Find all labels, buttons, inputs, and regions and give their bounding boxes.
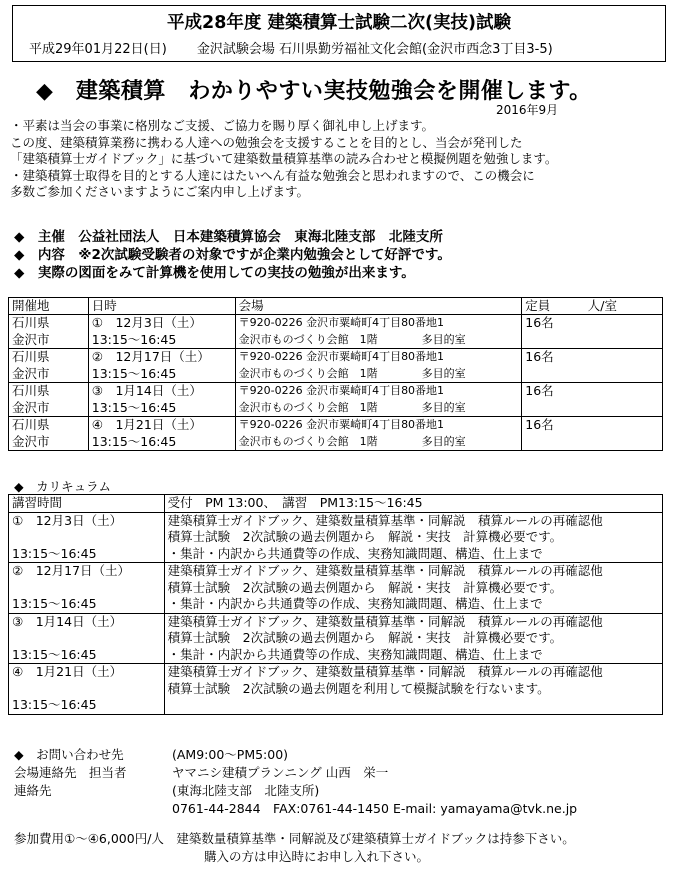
- table-row: [9, 383, 663, 417]
- issue-date: 2016年9月: [496, 103, 559, 117]
- datetime-cell: ② 12月17日（土） 13:15～16:45: [88, 349, 235, 383]
- session-cell: ② 12月17日（土） 13:15～16:45: [9, 563, 165, 614]
- datetime-cell: ① 12月3日（土） 13:15～16:45: [88, 315, 235, 349]
- capacity-cell: 16名: [522, 383, 663, 417]
- header-box: [12, 5, 666, 62]
- intro-line: ・平素は当会の事業に格別なご支援、ご協力を賜り厚く御礼申し上げます。: [10, 118, 435, 133]
- content-bullet: ◆ 内容 ※2次試験受験者の対象ですが企業内勉強会として好評です。: [14, 247, 451, 263]
- capacity-cell: 16名: [522, 417, 663, 451]
- col-header-venue: 会場: [235, 298, 522, 315]
- intro-line: 「建築積算士ガイドブック」に基づいて建築数量積算基準の読み合わせと模擬例題を勉強します。: [10, 151, 558, 166]
- table-row: [9, 512, 663, 563]
- col-header-time: 講習時間: [9, 495, 165, 513]
- organizer-bullet: ◆ 主催 公益社団法人 日本建築積算協会 東海北陸支部 北陸支所: [14, 229, 443, 245]
- schedule-table: [8, 297, 663, 451]
- schedule-header-row: [9, 298, 663, 315]
- intro-paragraph: [10, 118, 675, 201]
- page-title: ◆ 建築積算 わかりやすい実技勉強会を開催します。: [36, 79, 592, 104]
- topic-cell: 建築積算士ガイドブック、建築数量積算基準・同解説 積算ルールの再確認他 積算士試験 2次試験の過去例題から 解説・実技 計算機必要です。 ・集計・内訳から共通費等の作成、実務知識問題、構造、仕上まで: [164, 512, 662, 563]
- contact-branch: (東海北陸支部 北陸支所): [172, 783, 320, 798]
- curriculum-table: [8, 494, 663, 715]
- fee-note: 購入の方は申込時にお申し入れ下さい。: [204, 849, 430, 864]
- col-header-capacity: 定員 人/室: [522, 298, 663, 315]
- intro-line: この度、建築積算業務に携わる人達への勉強会を支援することを目的とし、当会が発刊した: [10, 134, 523, 150]
- col-header-datetime: 日時: [88, 298, 235, 315]
- session-cell: ③ 1月14日（土） 13:15～16:45: [9, 613, 165, 664]
- venue-cell: 〒920-0226 金沢市粟崎町4丁目80番地1 金沢市ものづくり会館 1階 多目的室: [235, 417, 522, 451]
- place-cell: 石川県 金沢市: [9, 349, 89, 383]
- venue-cell: 〒920-0226 金沢市粟崎町4丁目80番地1 金沢市ものづくり会館 1階 多目的室: [235, 315, 522, 349]
- table-row: [9, 315, 663, 349]
- exam-title: 平成28年度 建築積算士試験二次(実技)試験: [167, 13, 511, 33]
- capacity-cell: 16名: [522, 349, 663, 383]
- col-header-reception: 受付 PM 13:00、 講習 PM13:15～16:45: [164, 495, 662, 513]
- practice-bullet: ◆ 実際の図面をみて計算機を使用しての実技の勉強が出来ます。: [14, 265, 415, 281]
- table-row: [9, 613, 663, 664]
- place-cell: 石川県 金沢市: [9, 383, 89, 417]
- session-cell: ① 12月3日（土） 13:15～16:45: [9, 512, 165, 563]
- venue-cell: 〒920-0226 金沢市粟崎町4丁目80番地1 金沢市ものづくり会館 1階 多目的室: [235, 383, 522, 417]
- datetime-cell: ③ 1月14日（土） 13:15～16:45: [88, 383, 235, 417]
- contact-heading: ◆ お問い合わせ先: [14, 747, 124, 762]
- col-header-place: 開催地: [9, 298, 89, 315]
- place-cell: 石川県 金沢市: [9, 315, 89, 349]
- curriculum-header-row: [9, 495, 663, 513]
- fee-line: 参加費用①～④6,000円/人 建築数量積算基準・同解説及び建築積算士ガイドブックは持参下さい。: [14, 831, 575, 846]
- contact-person-label: 会場連絡先 担当者: [14, 765, 127, 780]
- contact-hours: (AM9:00～PM5:00): [172, 747, 289, 762]
- intro-line: 多数ご参加くださいますようにご案内申し上げます。: [10, 184, 310, 199]
- contact-label: 連絡先: [14, 783, 52, 798]
- datetime-cell: ④ 1月21日（土） 13:15～16:45: [88, 417, 235, 451]
- table-row: [9, 563, 663, 614]
- topic-cell: 建築積算士ガイドブック、建築数量積算基準・同解説 積算ルールの再確認他 積算士試験 2次試験の過去例題から 解説・実技 計算機必要です。 ・集計・内訳から共通費等の作成、実務知識問題、構造、仕上まで: [164, 613, 662, 664]
- topic-cell: 建築積算士ガイドブック、建築数量積算基準・同解説 積算ルールの再確認他 積算士試験 2次試験の過去例題から 解説・実技 計算機必要です。 ・集計・内訳から共通費等の作成、実務知識問題、構造、仕上まで: [164, 563, 662, 614]
- topic-cell: 建築積算士ガイドブック、建築数量積算基準・同解説 積算ルールの再確認他 積算士試験 2次試験の過去例題を利用して模擬試験を行ないます。: [164, 664, 662, 715]
- venue-cell: 〒920-0226 金沢市粟崎町4丁目80番地1 金沢市ものづくり会館 1階 多目的室: [235, 349, 522, 383]
- table-row: [9, 349, 663, 383]
- curriculum-label: ◆ カリキュラム: [14, 479, 111, 494]
- contact-person: ヤマニシ建積プランニング 山西 栄一: [172, 765, 389, 780]
- exam-date-venue: 平成29年01月22日(日) 金沢試験会場 石川県勤労福祉文化会館(金沢市西念3丁目3-5): [29, 42, 553, 57]
- contact-phone-email: 0761-44-2844 FAX:0761-44-1450 E-mail: yamayama@tvk.ne.jp: [172, 801, 578, 816]
- table-row: [9, 417, 663, 451]
- session-cell: ④ 1月21日（土） 13:15～16:45: [9, 664, 165, 715]
- capacity-cell: 16名: [522, 315, 663, 349]
- intro-line: ・建築積算士取得を目的とする人達にはたいへん有益な勉強会と思われますので、この機会に: [10, 167, 535, 183]
- table-row: [9, 664, 663, 715]
- place-cell: 石川県 金沢市: [9, 417, 89, 451]
